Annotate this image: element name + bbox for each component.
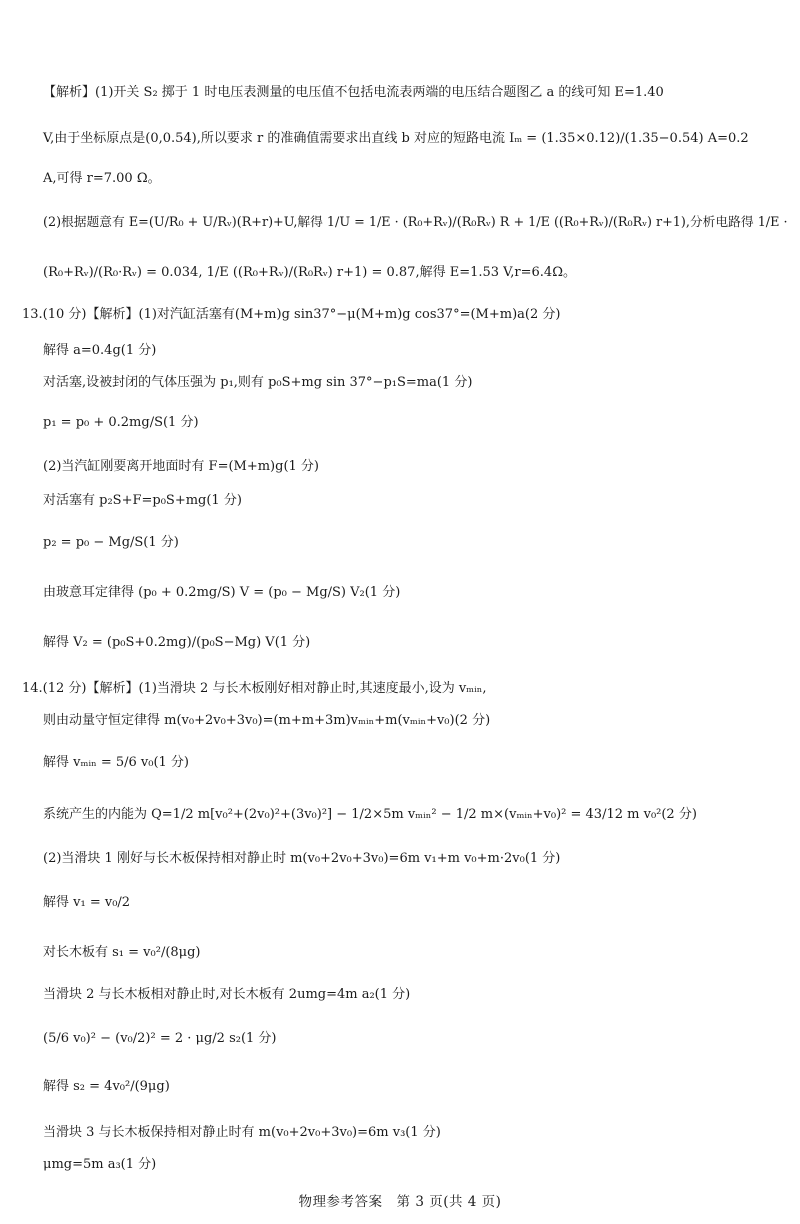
answer-page: 【解析】(1)开关 S₂ 掷于 1 时电压表测量的电压值不包括电流表两端的电压结合题图乙 a 的线可知 E=1.40 V,由于坐标原点是(0,0.54),所以要求 r 的准确值需要求出直线 b 对应的短路电流 Iₘ = (1.35×0.12)/(1.35−0.54) A=0.2 A,可得 r=7.00 Ω。 (2)根据题意有 E=(U/R₀ + U/Rᵥ)(R+r)+U,解得 1/U = 1/E · (R₀+Rᵥ)/(R₀Rᵥ) R + 1/E ((R₀+Rᵥ)/(R₀Rᵥ) r+1),分析电路得 1/E · (R₀+Rᵥ)/(R₀·Rᵥ) = 0.034, 1/E ((R₀+Rᵥ)/(R₀Rᵥ) r+1) = 0.87,解得 E=1.53 V,r=6.4Ω。 13.(10 分)【解析】(1)对汽缸活塞有(M+m)g sin37°−μ(M+m)g cos37°=(M+m)a(2 分) 解得 a=0.4g(1 分) 对活塞,设被封闭的气体压强为 p₁,则有 p₀S+mg sin 37°−p₁S=ma(1 分) p₁ = p₀ + 0.2mg/S(1 分) (2)当汽缸刚要离开地面时有 F=(M+m)g(1 分) 对活塞有 p₂S+F=p₀S+mg(1 分) p₂ = p₀ − Mg/S(1 分) 由玻意耳定律得 (p₀ + 0.2mg/S) V = (p₀ − Mg/S) V₂(1 分) 解得 V₂ = (p₀S+0.2mg)/(p₀S−Mg) V(1 分) 14.(12 分)【解析】(1)当滑块 2 与长木板刚好相对静止时,其速度最小,设为 vₘᵢₙ, 则由动量守恒定律得 m(v₀+2v₀+3v₀)=(m+m+3m)vₘᵢₙ+m(vₘᵢₙ+v₀)(2 分) 解得 vₘᵢₙ = 5/6 v₀(1 分) 系统产生的内能为 Q=1/2 m[v₀²+(2v₀)²+(3v₀)²] − 1/2×5m vₘᵢₙ² − 1/2 m×(vₘᵢₙ+v₀)² = 43/12 m v₀²(2 分) (2)当滑块 1 刚好与长木板保持相对静止时 m(v₀+2v₀+3v₀)=6m v₁+m v₀+m·2v₀(1 分) 解得 v₁ = v₀/2 对长木板有 s₁ = v₀²/(8μg) 当滑块 2 与长木板相对静止时,对长木板有 2umg=4m a₂(1 分) (5/6 v₀)² − (v₀/2)² = 2 · μg/2 s₂(1 分) 解得 s₂ = 4v₀²/(9μg) 当滑块 3 与长木板保持相对静止时有 m(v₀+2v₀+3v₀)=6m v₃(1 分) μmg=5m a₃(1 分) 物理参考答案 第 3 页(共 4 页) (0, 0, 800, 1224)
page-footer: 物理参考答案 第 3 页(共 4 页) (298, 1194, 502, 1210)
